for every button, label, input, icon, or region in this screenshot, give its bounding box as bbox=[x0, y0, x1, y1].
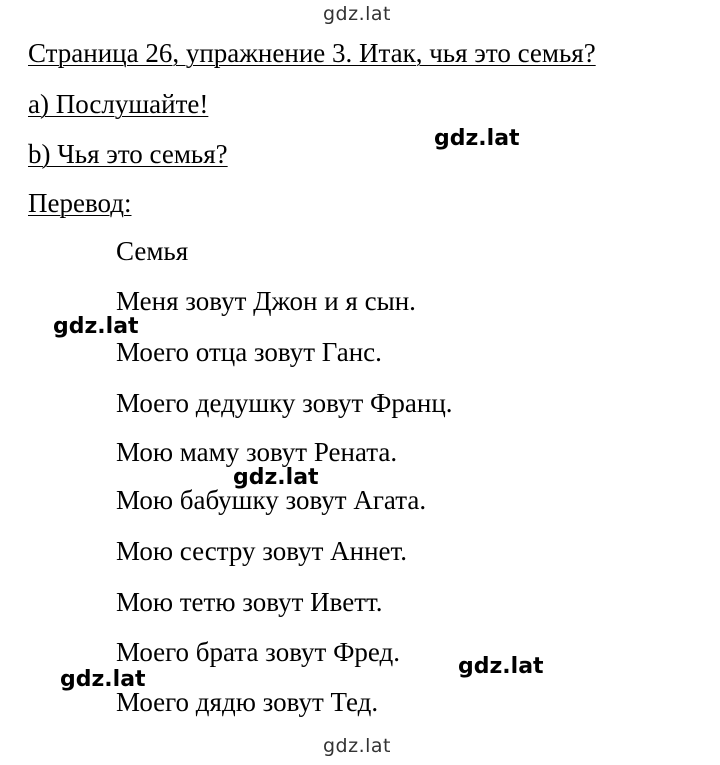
exercise-item-a: a) Послушайте! bbox=[28, 89, 209, 119]
text-line: Меня зовут Джон и я сын. bbox=[116, 286, 416, 316]
translation-label: Перевод: bbox=[28, 188, 132, 218]
exercise-title: Страница 26, упражнение 3. Итак, чья это семья? bbox=[28, 38, 596, 68]
text-line: Мою маму зовут Рената. bbox=[116, 437, 398, 467]
text-line: Моего дедушку зовут Франц. bbox=[116, 388, 453, 418]
text-line: Мою сестру зовут Аннет. bbox=[116, 536, 408, 566]
text-line: Мою тетю зовут Иветт. bbox=[116, 587, 383, 617]
watermark: gdz.lat bbox=[233, 465, 319, 490]
text-line: Моего отца зовут Ганс. bbox=[116, 337, 382, 367]
watermark: gdz.lat bbox=[60, 667, 146, 692]
watermark-top: gdz.lat bbox=[323, 3, 392, 25]
text-line: Моего брата зовут Фред. bbox=[116, 637, 401, 667]
watermark-bottom: gdz.lat bbox=[323, 735, 392, 757]
exercise-item-b: b) Чья это семья? bbox=[28, 139, 228, 169]
text-heading: Семья bbox=[116, 236, 189, 266]
watermark: gdz.lat bbox=[458, 654, 544, 679]
text-line: Моего дядю зовут Тед. bbox=[116, 687, 379, 717]
watermark: gdz.lat bbox=[53, 314, 139, 339]
text-line: Мою бабушку зовут Агата. bbox=[116, 485, 427, 515]
watermark: gdz.lat bbox=[434, 126, 520, 151]
